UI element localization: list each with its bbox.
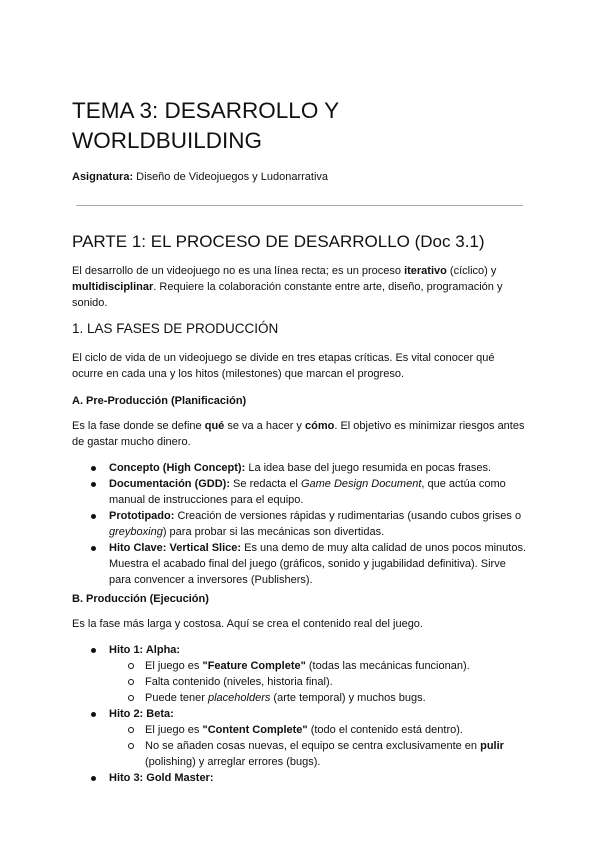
beta-s1-text-2: (todo el contenido está dentro). [307, 724, 463, 736]
beta-subitem-2 [109, 738, 528, 770]
production-paragraph: Es la fase más larga y costosa. Aquí se crea el contenido real del juego. [72, 618, 423, 630]
beta-s2-bold: pulir [480, 740, 504, 752]
preprod-bold-como: cómo [305, 420, 335, 432]
part1-heading: PARTE 1: EL PROCESO DE DESARROLLO (Doc 3.1) [72, 232, 485, 251]
beta-s1-text-1: El juego es [145, 724, 203, 736]
alpha-s3-text-2: (arte temporal) y muchos bugs. [270, 692, 426, 704]
slice-label: Hito Clave: Vertical Slice: [109, 542, 242, 554]
beta-subitem-1 [109, 722, 528, 738]
beta-label: Hito 2: Beta: [109, 708, 174, 720]
alpha-subitem-3 [109, 690, 528, 706]
beta-sublist [109, 722, 528, 770]
alpha-s3-italic: placeholders [208, 692, 271, 704]
gdd-text-1: Se redacta el [230, 478, 301, 490]
preproduction-heading: A. Pre-Producción (Planificación) [72, 395, 247, 407]
preprod-text-3: . El objetivo es minimizar riesgos antes de gastar mucho dinero. [72, 420, 525, 448]
production-list [72, 642, 528, 786]
gold-master-label: Hito 3: Gold Master: [109, 772, 214, 784]
preprod-text-1: Es la fase donde se define [72, 420, 205, 432]
list-item-concept [72, 460, 528, 476]
list-item-vertical-slice [72, 540, 528, 588]
prototype-label: Prototipado: [109, 510, 175, 522]
concept-label: Concepto (High Concept): [109, 462, 246, 474]
alpha-sublist [109, 658, 528, 706]
intro-text-1: El desarrollo de un videojuego no es una línea recta; es un proceso [72, 265, 405, 277]
section1-heading: 1. LAS FASES DE PRODUCCIÓN [72, 321, 279, 336]
alpha-s1-text-1: El juego es [145, 660, 203, 672]
alpha-subitem-1 [109, 658, 528, 674]
preprod-bold-que: qué [204, 420, 225, 432]
alpha-s1-bold: "Feature Complete" [202, 660, 306, 672]
prototype-text-2: ) para probar si las mecánicas son divertidas. [162, 526, 385, 538]
list-item-alpha [72, 642, 528, 706]
list-item-gdd [72, 476, 528, 508]
horizontal-divider [76, 205, 523, 206]
subject-value: Diseño de Videojuegos y Ludonarrativa [133, 171, 328, 183]
concept-text: La idea base del juego resumida en pocas frases. [245, 462, 492, 474]
beta-s1-bold: "Content Complete" [202, 724, 308, 736]
production-heading: B. Producción (Ejecución) [72, 593, 209, 605]
gdd-text-2: , que actúa como manual de instrucciones para el equipo. [109, 478, 506, 506]
gdd-label: Documentación (GDD): [109, 478, 230, 490]
intro-text-3: . Requiere la colaboración constante entre arte, diseño, programación y sonido. [72, 281, 503, 309]
intro-text-2: (cíclico) y [446, 265, 497, 277]
section1-paragraph: El ciclo de vida de un videojuego se divide en tres etapas críticas. Es vital conocer qué ocurre en cada una y los hitos (milestones) que marcan el progreso. [72, 352, 495, 380]
alpha-subitem-2: Falta contenido (niveles, historia final). [109, 674, 528, 690]
intro-paragraph [72, 263, 528, 311]
preproduction-list [72, 460, 528, 588]
intro-bold-multidisciplinar: multidisciplinar [72, 281, 154, 293]
subject-label: Asignatura: [72, 171, 134, 183]
list-item-gold-master [72, 770, 528, 786]
slice-text: Es una demo de muy alta calidad de unos pocos minutos. Muestra el acabado final del juego (gráficos, sonido y jugabilidad definitiva). Sirve para convencer a inversores (Publishers). [109, 542, 527, 586]
alpha-s3-text-1: Puede tener [145, 692, 208, 704]
preproduction-paragraph [72, 418, 528, 450]
list-item-prototype [72, 508, 528, 540]
beta-s2-text-1: No se añaden cosas nuevas, el equipo se centra exclusivamente en [145, 740, 481, 752]
preprod-text-2: se va a hacer y [224, 420, 305, 432]
prototype-italic: greyboxing [109, 526, 163, 538]
gdd-italic: Game Design Document [300, 478, 422, 490]
list-item-beta [72, 706, 528, 770]
subject-line [72, 170, 328, 184]
alpha-s1-text-2: (todas las mecánicas funcionan). [305, 660, 470, 672]
beta-s2-text-2: (polishing) y arreglar errores (bugs). [145, 756, 321, 768]
intro-bold-iterativo: iterativo [404, 265, 447, 277]
document-title: TEMA 3: DESARROLLO Y WORLDBUILDING [72, 98, 339, 153]
alpha-label: Hito 1: Alpha: [109, 644, 181, 656]
prototype-text-1: Creación de versiones rápidas y rudimentarias (usando cubos grises o [174, 510, 522, 522]
